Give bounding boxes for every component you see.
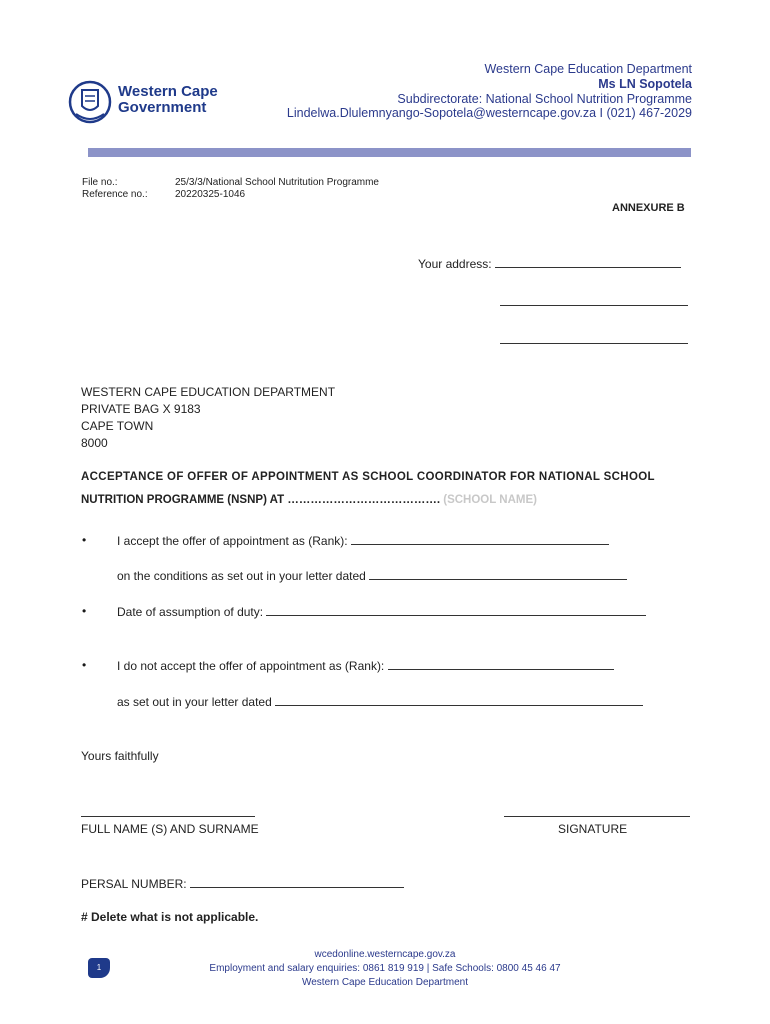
letter-row — [117, 694, 643, 709]
bullet-decline: • — [82, 658, 87, 672]
address-line-2[interactable] — [500, 294, 688, 306]
logo-wordmark — [118, 84, 218, 116]
decline-row — [117, 658, 614, 673]
logo-line-1: Western Cape — [118, 83, 218, 100]
conditions-label: on the conditions as set out in your letter dated — [117, 569, 366, 583]
logo-line-2: Government — [118, 99, 207, 116]
school-name-placeholder: (SCHOOL NAME) — [443, 494, 537, 506]
persal-row — [81, 876, 404, 891]
closing-text: Yours faithfully — [81, 749, 159, 763]
heading-line-2 — [81, 494, 537, 506]
delete-note: # Delete what is not applicable. — [81, 910, 259, 924]
assumption-row — [117, 604, 646, 619]
page-number-badge: 1 — [88, 958, 110, 978]
reference-no-label: Reference no.: — [82, 189, 148, 200]
your-address-row — [418, 256, 681, 271]
decline-letter-date-field[interactable] — [275, 694, 643, 706]
persal-number-field[interactable] — [190, 876, 404, 888]
recipient-address — [81, 384, 335, 452]
bullet-accept: • — [82, 533, 87, 547]
reference-no-value: 20220325-1046 — [175, 189, 246, 200]
persal-label: PERSAL NUMBER: — [81, 877, 187, 891]
full-name-label: FULL NAME (S) AND SURNAME — [81, 822, 259, 836]
header-contact: Lindelwa.Dlulemnyango-Sopotela@westerncape.gov.za I (021) 467-2029 — [286, 106, 692, 120]
letter-date-field[interactable] — [369, 568, 627, 580]
conditions-row — [117, 568, 627, 583]
footer-department: Western Cape Education Department — [301, 977, 468, 988]
your-address-label: Your address: — [418, 257, 492, 271]
decline-rank-field[interactable] — [388, 658, 614, 670]
heading-line-1: ACCEPTANCE OF OFFER OF APPOINTMENT AS SCHOOL COORDINATOR FOR NATIONAL SCHOOL — [81, 471, 655, 483]
footer-enquiries: Employment and salary enquiries: 0861 819 919 | Safe Schools: 0800 45 46 47 — [209, 963, 561, 974]
signature-label: SIGNATURE — [558, 822, 628, 836]
accept-row — [117, 533, 609, 548]
letter-label: as set out in your letter dated — [117, 695, 272, 709]
recipient-line: 8000 — [81, 436, 108, 450]
recipient-line: CAPE TOWN — [81, 419, 154, 433]
file-no-value: 25/3/3/National School Nutritution Programme — [175, 177, 379, 188]
bullet-assumption: • — [82, 604, 87, 618]
assumption-label: Date of assumption of duty: — [117, 605, 264, 619]
coat-of-arms-icon — [68, 74, 114, 130]
header-person: Ms LN Sopotela — [598, 77, 692, 91]
address-line-1[interactable] — [495, 256, 681, 268]
annexure-label: ANNEXURE B — [612, 202, 685, 214]
file-no-label: File no.: — [82, 177, 118, 188]
signature-field[interactable] — [504, 805, 690, 817]
full-name-field[interactable] — [81, 805, 255, 817]
accept-label: I accept the offer of appointment as (Rank): — [117, 534, 348, 548]
decline-label: I do not accept the offer of appointment as (Rank): — [117, 659, 385, 673]
heading-nsnp: NUTRITION PROGRAMME (NSNP) AT …………………………………. — [81, 494, 441, 506]
recipient-line: PRIVATE BAG X 9183 — [81, 402, 201, 416]
header-subdirectorate: Subdirectorate: National School Nutrition Programme — [397, 92, 692, 106]
accept-rank-field[interactable] — [351, 533, 609, 545]
header-divider — [88, 148, 691, 157]
recipient-line: WESTERN CAPE EDUCATION DEPARTMENT — [81, 385, 336, 399]
header-department: Western Cape Education Department — [484, 62, 692, 76]
address-line-3[interactable] — [500, 332, 688, 344]
assumption-date-field[interactable] — [266, 604, 646, 616]
footer-website: wcedonline.westerncape.gov.za — [314, 949, 456, 960]
